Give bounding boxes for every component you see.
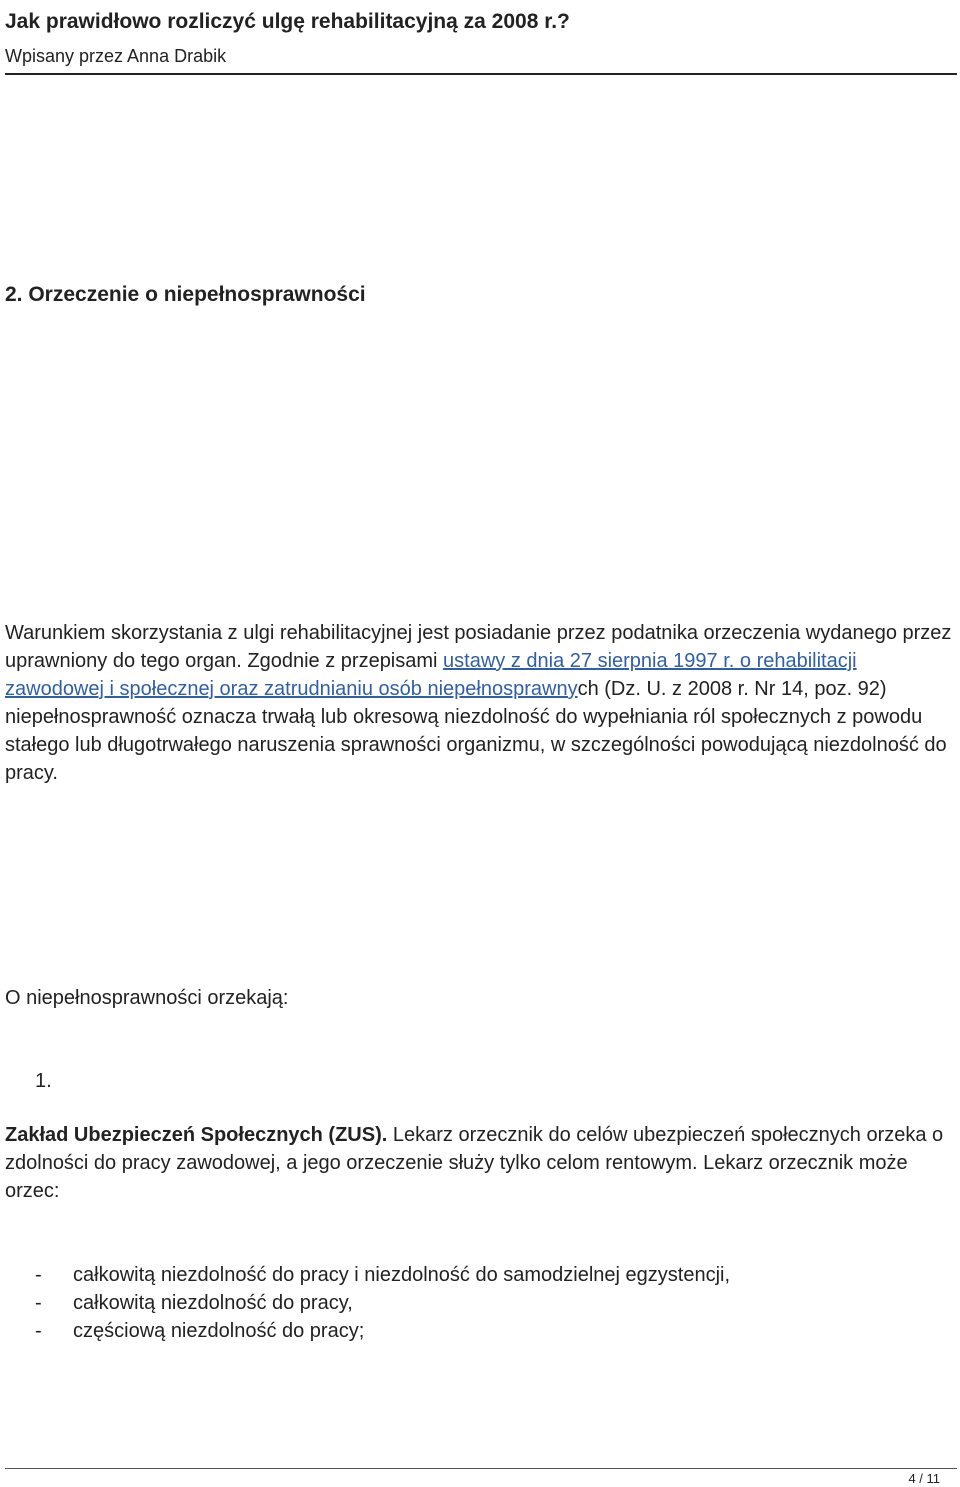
intro-text-before: Warunkiem skorzystania z ulgi rehabilitacyjnej jest posiadanie przez podatnika orzeczenia wydanego przez uprawniony do tego organ. Zgodnie z przepisami (5, 622, 952, 672)
intro-paragraph (5, 619, 955, 787)
list-item (35, 1289, 730, 1317)
zus-paragraph (5, 1121, 955, 1205)
list-number: 1. (35, 1070, 52, 1092)
section-heading: 2. Orzeczenie o niepełnosprawności (5, 283, 366, 306)
dash-marker: - (35, 1292, 42, 1314)
list-item-text: całkowitą niezdolność do pracy, (73, 1292, 353, 1314)
law-link[interactable]: ustawy z dnia 27 sierpnia 1997 r. o rehabilitacji zawodowej i społecznej oraz zatrudnianiu osób niepełnosprawny (5, 650, 857, 700)
author-line: Wpisany przez Anna Drabik (5, 46, 227, 66)
dash-marker: - (35, 1264, 42, 1286)
dash-marker: - (35, 1320, 42, 1342)
authorities-intro: O niepełnosprawności orzekają: (5, 987, 289, 1009)
footer-divider (5, 1468, 957, 1469)
document-title: Jak prawidłowo rozliczyć ulgę rehabilitacyjną za 2008 r.? (5, 10, 570, 33)
list-item (35, 1261, 730, 1289)
list-item (35, 1317, 730, 1345)
disability-types-list (35, 1261, 730, 1345)
zus-description: Lekarz orzecznik do celów ubezpieczeń społecznych orzeka o zdolności do pracy zawodowej, a jego orzeczenie służy tylko celom rentowym. Lekarz orzecznik może orzec: (5, 1124, 944, 1202)
zus-heading: Zakład Ubezpieczeń Społecznych (ZUS). (5, 1124, 388, 1146)
list-item-text: całkowitą niezdolność do pracy i niezdolność do samodzielnej egzystencji, (73, 1264, 731, 1286)
intro-text-after: ch (Dz. U. z 2008 r. Nr 14, poz. 92) niepełnosprawność oznacza trwałą lub okresową niezdolność do wypełniania ról społecznych z powodu stałego lub długotrwałego naruszenia sprawności organizmu, w szczególności powodującą niezdolność do pracy. (5, 678, 947, 784)
header-divider (5, 73, 957, 75)
page-number: 4 / 11 (908, 1471, 940, 1486)
list-item-text: częściową niezdolność do pracy; (73, 1320, 365, 1342)
